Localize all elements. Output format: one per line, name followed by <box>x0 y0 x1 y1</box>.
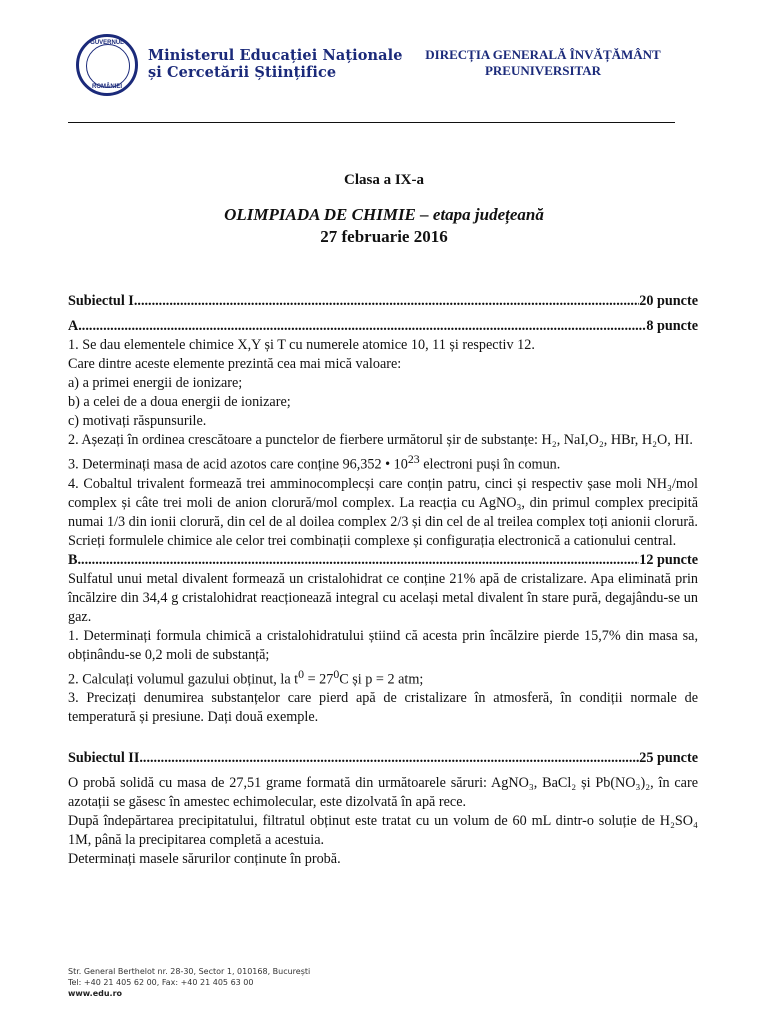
footer-web-wrap <box>68 988 310 999</box>
seal-eagle-emblem <box>86 44 130 88</box>
seal-bottom-text: ROMÂNIEI <box>92 84 122 90</box>
b-question-1: 1. Determinați formula chimică a cristalohidratului știind că acesta prin încălzire pierde 15,7% din masa sa, obținându-se 0,2 moli de substanță; <box>68 627 698 663</box>
footer-phone: Tel: +40 21 405 62 00, Fax: +40 21 405 63 00 <box>68 978 254 987</box>
subject1-heading <box>68 292 698 311</box>
exam-date: 27 februarie 2016 <box>320 227 448 246</box>
a-question-1a: a) a primei energii de ionizare; <box>68 375 243 391</box>
b-q2-pre: 2. Calculați volumul gazului obținut, la t <box>68 671 299 688</box>
section-b-points: 12 puncte <box>639 551 698 568</box>
ministry-line2: și Cercetării Științifice <box>148 64 337 81</box>
subject1-label: Subiectul I <box>68 293 134 309</box>
olympiad-stage: etapa județeană <box>432 205 544 224</box>
olympiad-name: OLIMPIADA DE CHIMIE <box>224 205 416 224</box>
s2-paragraph-2: După îndepărtarea precipitatului, filtratul obținut este tratat cu un volum de 60 mL dintr-o soluție de H₂SO₄ 1M, până la precipitarea completă a acestuia. <box>68 813 698 849</box>
section-b-heading <box>68 551 698 570</box>
class-title: Clasa a IX-a <box>343 172 424 188</box>
a-q3-post: electroni puși în comun. <box>419 456 561 473</box>
subject2-heading <box>68 749 698 768</box>
s2-paragraph-3: Determinați masele sărurilor conținute în probă. <box>68 851 341 868</box>
government-seal-logo <box>76 34 138 96</box>
a-question-3 <box>68 450 698 475</box>
section-b-label: B. <box>68 551 82 568</box>
a-question-4-task: Scrieți formulele chimice ale celor trei combinații complexe și configurația electronică a cationului central. <box>68 532 677 549</box>
header-divider <box>68 122 675 123</box>
b-intro: Sulfatul unui metal divalent formează un cristalohidrat ce conține 21% apă de cristalizare. Apa eliminată prin încălzire din 34,4 g cristalohidrat reacționează integral cu același metal divalent în stare pură, degajându-se un gaz. <box>68 570 698 625</box>
a-question-1b: b) a celei de a doua energii de ionizare; <box>68 394 291 410</box>
footer-address: Str. General Berthelot nr. 28-30, Sector 1, 010168, București <box>68 967 311 976</box>
direction-line1: DIRECȚIA GENERALĂ ÎNVĂȚĂMÂNT <box>425 47 661 62</box>
ministry-line1: Ministerul Educației Naționale <box>148 47 403 64</box>
b-q2-sup1: 0 <box>298 666 305 681</box>
a-question-1-intro: Care dintre aceste elemente prezintă cea mai mică valoare: <box>68 356 402 372</box>
b-question-2 <box>68 665 698 690</box>
section-a-label: A. <box>68 318 82 334</box>
direction-line2: PREUNIVERSITAR <box>484 63 602 78</box>
ministry-name <box>148 47 403 81</box>
section-a-points: 8 puncte <box>646 318 698 334</box>
a-question-4: 4. Cobaltul trivalent formează trei amminocomplecși care conțin patru, cinci și respectiv șase moli NH₃/mol complex și câte trei moli de anion clorură/mol complex. La reacția cu AgNO₃, din primul complex precipită numai 1/3 din ionii clorură, din cel de al doilea complex 2/3 și din cel de al treilea complex toți anionii clorură. <box>68 475 698 530</box>
section-a-heading <box>68 317 698 336</box>
a-question-2: 2. Așezați în ordinea crescătoare a punctelor de fierbere următorul șir de substanțe: H₂, NaI,O₂, HBr, H₂O, HI. <box>68 432 693 448</box>
exam-content <box>68 292 698 869</box>
subject2-points: 25 puncte <box>639 750 698 767</box>
subject2-label: Subiectul II <box>68 750 140 767</box>
footer-website: www.edu.ro <box>68 989 123 998</box>
page-footer <box>68 966 310 999</box>
b-q2-sup2: 0 <box>333 666 340 681</box>
seal-top-text: GUVERNUL <box>90 40 124 46</box>
a-q3-exponent: 23 <box>407 452 420 466</box>
a-question-1: 1. Se dau elementele chimice X,Y și T cu numerele atomice 10, 11 și respectiv 12. <box>68 337 535 353</box>
a-question-1c: c) motivați răspunsurile. <box>68 413 207 429</box>
a-q3-pre: 3. Determinați masa de acid azotos care conține 96,352 • 10 <box>68 456 408 473</box>
direction-name <box>414 47 672 79</box>
subject1-points: 20 puncte <box>639 293 698 309</box>
b-q2-mid: = 27 <box>304 671 334 688</box>
b-q2-post: C și p = 2 atm; <box>339 671 424 688</box>
b-question-3: 3. Precizați denumirea substanțelor care pierd apă de cristalizare în atmosferă, în condiții normale de temperatură și presiune. Dați două exemple. <box>68 690 698 726</box>
olympiad-title: OLIMPIADA DE CHIMIE – etapa județeană <box>224 205 544 224</box>
s2-paragraph-1: O probă solidă cu masa de 27,51 grame formată din următoarele săruri: AgNO₃, BaCl₂ și Pb(NO₃)₂, în care azotații se găsesc în amestec echimolecular, este dizolvată în apă rece. <box>68 775 698 811</box>
